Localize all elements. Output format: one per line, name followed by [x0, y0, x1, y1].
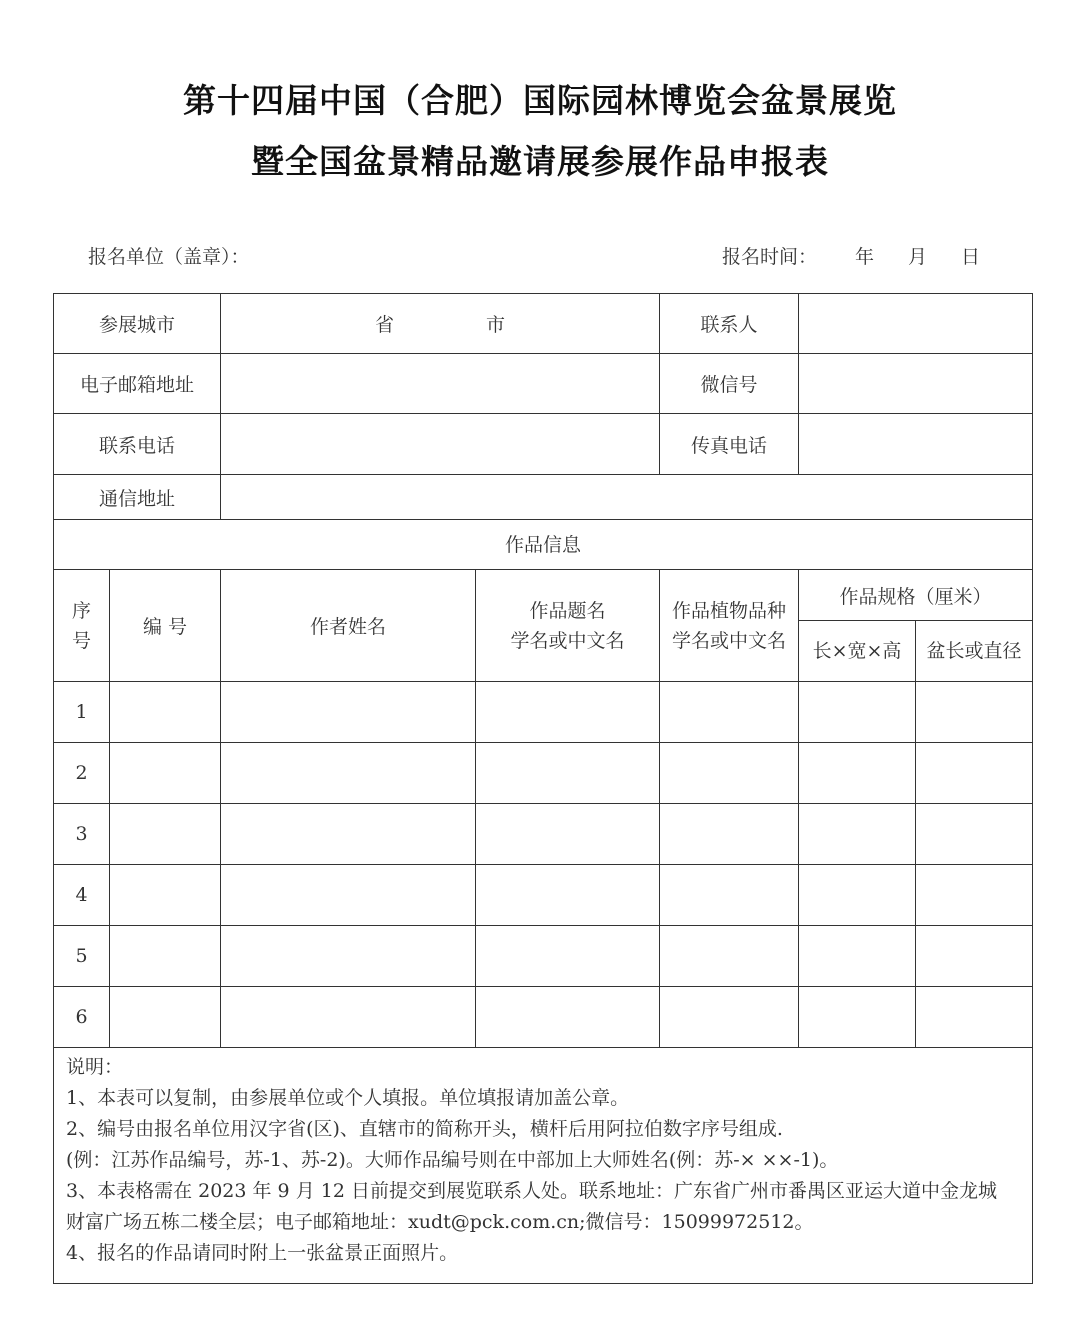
- note-line-2: 2、编号由报名单位用汉字省(区)、直辖市的简称开头，横杆后用阿拉伯数字序号组成.: [66, 1118, 783, 1140]
- year-label: 年: [855, 246, 875, 268]
- email-field[interactable]: [221, 354, 660, 414]
- row-number: 3: [54, 804, 110, 865]
- address-row: [54, 475, 1033, 520]
- author-cell[interactable]: [221, 865, 476, 926]
- title-cell[interactable]: [476, 682, 660, 743]
- city-field[interactable]: [221, 294, 660, 354]
- application-form-table: [53, 293, 1033, 1284]
- title-cell[interactable]: [476, 804, 660, 865]
- table-row: [54, 743, 1033, 804]
- pot-size-header: 盆长或直径: [916, 621, 1033, 682]
- form-title-line-1: 第十四届中国（合肥）国际园林博览会盆景展览: [183, 81, 897, 120]
- table-row: [54, 987, 1033, 1048]
- province-label: 省: [375, 314, 395, 336]
- pot-cell[interactable]: [916, 926, 1033, 987]
- notes-row: [54, 1048, 1033, 1284]
- author-header: 作者姓名: [221, 570, 476, 682]
- registration-time: [722, 242, 980, 269]
- lwh-cell[interactable]: [799, 926, 916, 987]
- code-cell[interactable]: [110, 682, 221, 743]
- pot-cell[interactable]: [916, 804, 1033, 865]
- title-cell[interactable]: [476, 743, 660, 804]
- species-cell[interactable]: [660, 926, 799, 987]
- code-cell[interactable]: [110, 865, 221, 926]
- species-cell[interactable]: [660, 865, 799, 926]
- table-row: [54, 682, 1033, 743]
- lwh-header: 长×宽×高: [799, 621, 916, 682]
- author-cell[interactable]: [221, 682, 476, 743]
- pot-cell[interactable]: [916, 743, 1033, 804]
- city-row: [54, 294, 1033, 354]
- work-title-header: 作品题名 学名或中文名: [476, 570, 660, 682]
- notes-section: [54, 1048, 1033, 1284]
- lwh-cell[interactable]: [799, 865, 916, 926]
- row-number: 2: [54, 743, 110, 804]
- row-number: 5: [54, 926, 110, 987]
- email-label: 电子邮箱地址: [54, 354, 221, 414]
- spec-header: 作品规格（厘米）: [799, 570, 1033, 621]
- seq-header: 序 号: [54, 570, 110, 682]
- address-field[interactable]: [221, 475, 1033, 520]
- day-label: 日: [961, 246, 981, 268]
- phone-row: [54, 414, 1033, 475]
- note-line-3: (例：江苏作品编号，苏-1、苏-2)。大师作品编号则在中部加上大师姓名(例：苏-× ××-1)。: [66, 1149, 839, 1171]
- wechat-label: 微信号: [660, 354, 799, 414]
- pot-cell[interactable]: [916, 682, 1033, 743]
- species-cell[interactable]: [660, 682, 799, 743]
- registration-time-label: 报名时间：: [722, 246, 818, 268]
- wechat-field[interactable]: [799, 354, 1033, 414]
- notes-heading: 说明：: [66, 1056, 124, 1078]
- title-cell[interactable]: [476, 926, 660, 987]
- fax-label: 传真电话: [660, 414, 799, 475]
- author-cell[interactable]: [221, 804, 476, 865]
- contact-field[interactable]: [799, 294, 1033, 354]
- month-label: 月: [908, 246, 928, 268]
- works-header-row-1: [54, 570, 1033, 621]
- table-row: [54, 865, 1033, 926]
- table-row: [54, 926, 1033, 987]
- form-title-line-2: 暨全国盆景精品邀请展参展作品申报表: [251, 142, 829, 181]
- pot-cell[interactable]: [916, 865, 1033, 926]
- city-unit-label: 市: [486, 314, 506, 336]
- lwh-cell[interactable]: [799, 743, 916, 804]
- row-number: 1: [54, 682, 110, 743]
- code-cell[interactable]: [110, 926, 221, 987]
- species-cell[interactable]: [660, 804, 799, 865]
- lwh-cell[interactable]: [799, 804, 916, 865]
- contact-label: 联系人: [660, 294, 799, 354]
- code-header: 编 号: [110, 570, 221, 682]
- title-cell[interactable]: [476, 865, 660, 926]
- plant-species-header: 作品植物品种 学名或中文名: [660, 570, 799, 682]
- note-line-1: 1、本表可以复制，由参展单位或个人填报。单位填报请加盖公章。: [66, 1087, 630, 1109]
- table-row: [54, 804, 1033, 865]
- phone-field[interactable]: [221, 414, 660, 475]
- code-cell[interactable]: [110, 804, 221, 865]
- author-cell[interactable]: [221, 926, 476, 987]
- species-cell[interactable]: [660, 987, 799, 1048]
- address-label: 通信地址: [54, 475, 221, 520]
- row-number: 4: [54, 865, 110, 926]
- note-line-6: 4、报名的作品请同时附上一张盆景正面照片。: [66, 1242, 459, 1264]
- pot-cell[interactable]: [916, 987, 1033, 1048]
- lwh-cell[interactable]: [799, 987, 916, 1048]
- email-row: [54, 354, 1033, 414]
- code-cell[interactable]: [110, 987, 221, 1048]
- note-line-4: 3、本表格需在 2023 年 9 月 12 日前提交到展览联系人处。联系地址：广东省广州市番禺区亚运大道中金龙城: [66, 1180, 997, 1202]
- title-cell[interactable]: [476, 987, 660, 1048]
- fax-field[interactable]: [799, 414, 1033, 475]
- lwh-cell[interactable]: [799, 682, 916, 743]
- row-number: 6: [54, 987, 110, 1048]
- species-cell[interactable]: [660, 743, 799, 804]
- phone-label: 联系电话: [54, 414, 221, 475]
- note-line-5: 财富广场五栋二楼全层；电子邮箱地址：xudt@pck.com.cn;微信号：15099972512。: [66, 1211, 814, 1233]
- works-section-row: [54, 520, 1033, 570]
- author-cell[interactable]: [221, 743, 476, 804]
- code-cell[interactable]: [110, 743, 221, 804]
- works-section-title: 作品信息: [54, 520, 1033, 570]
- city-label: 参展城市: [54, 294, 221, 354]
- author-cell[interactable]: [221, 987, 476, 1048]
- registration-unit-label: 报名单位（盖章）：: [88, 246, 250, 268]
